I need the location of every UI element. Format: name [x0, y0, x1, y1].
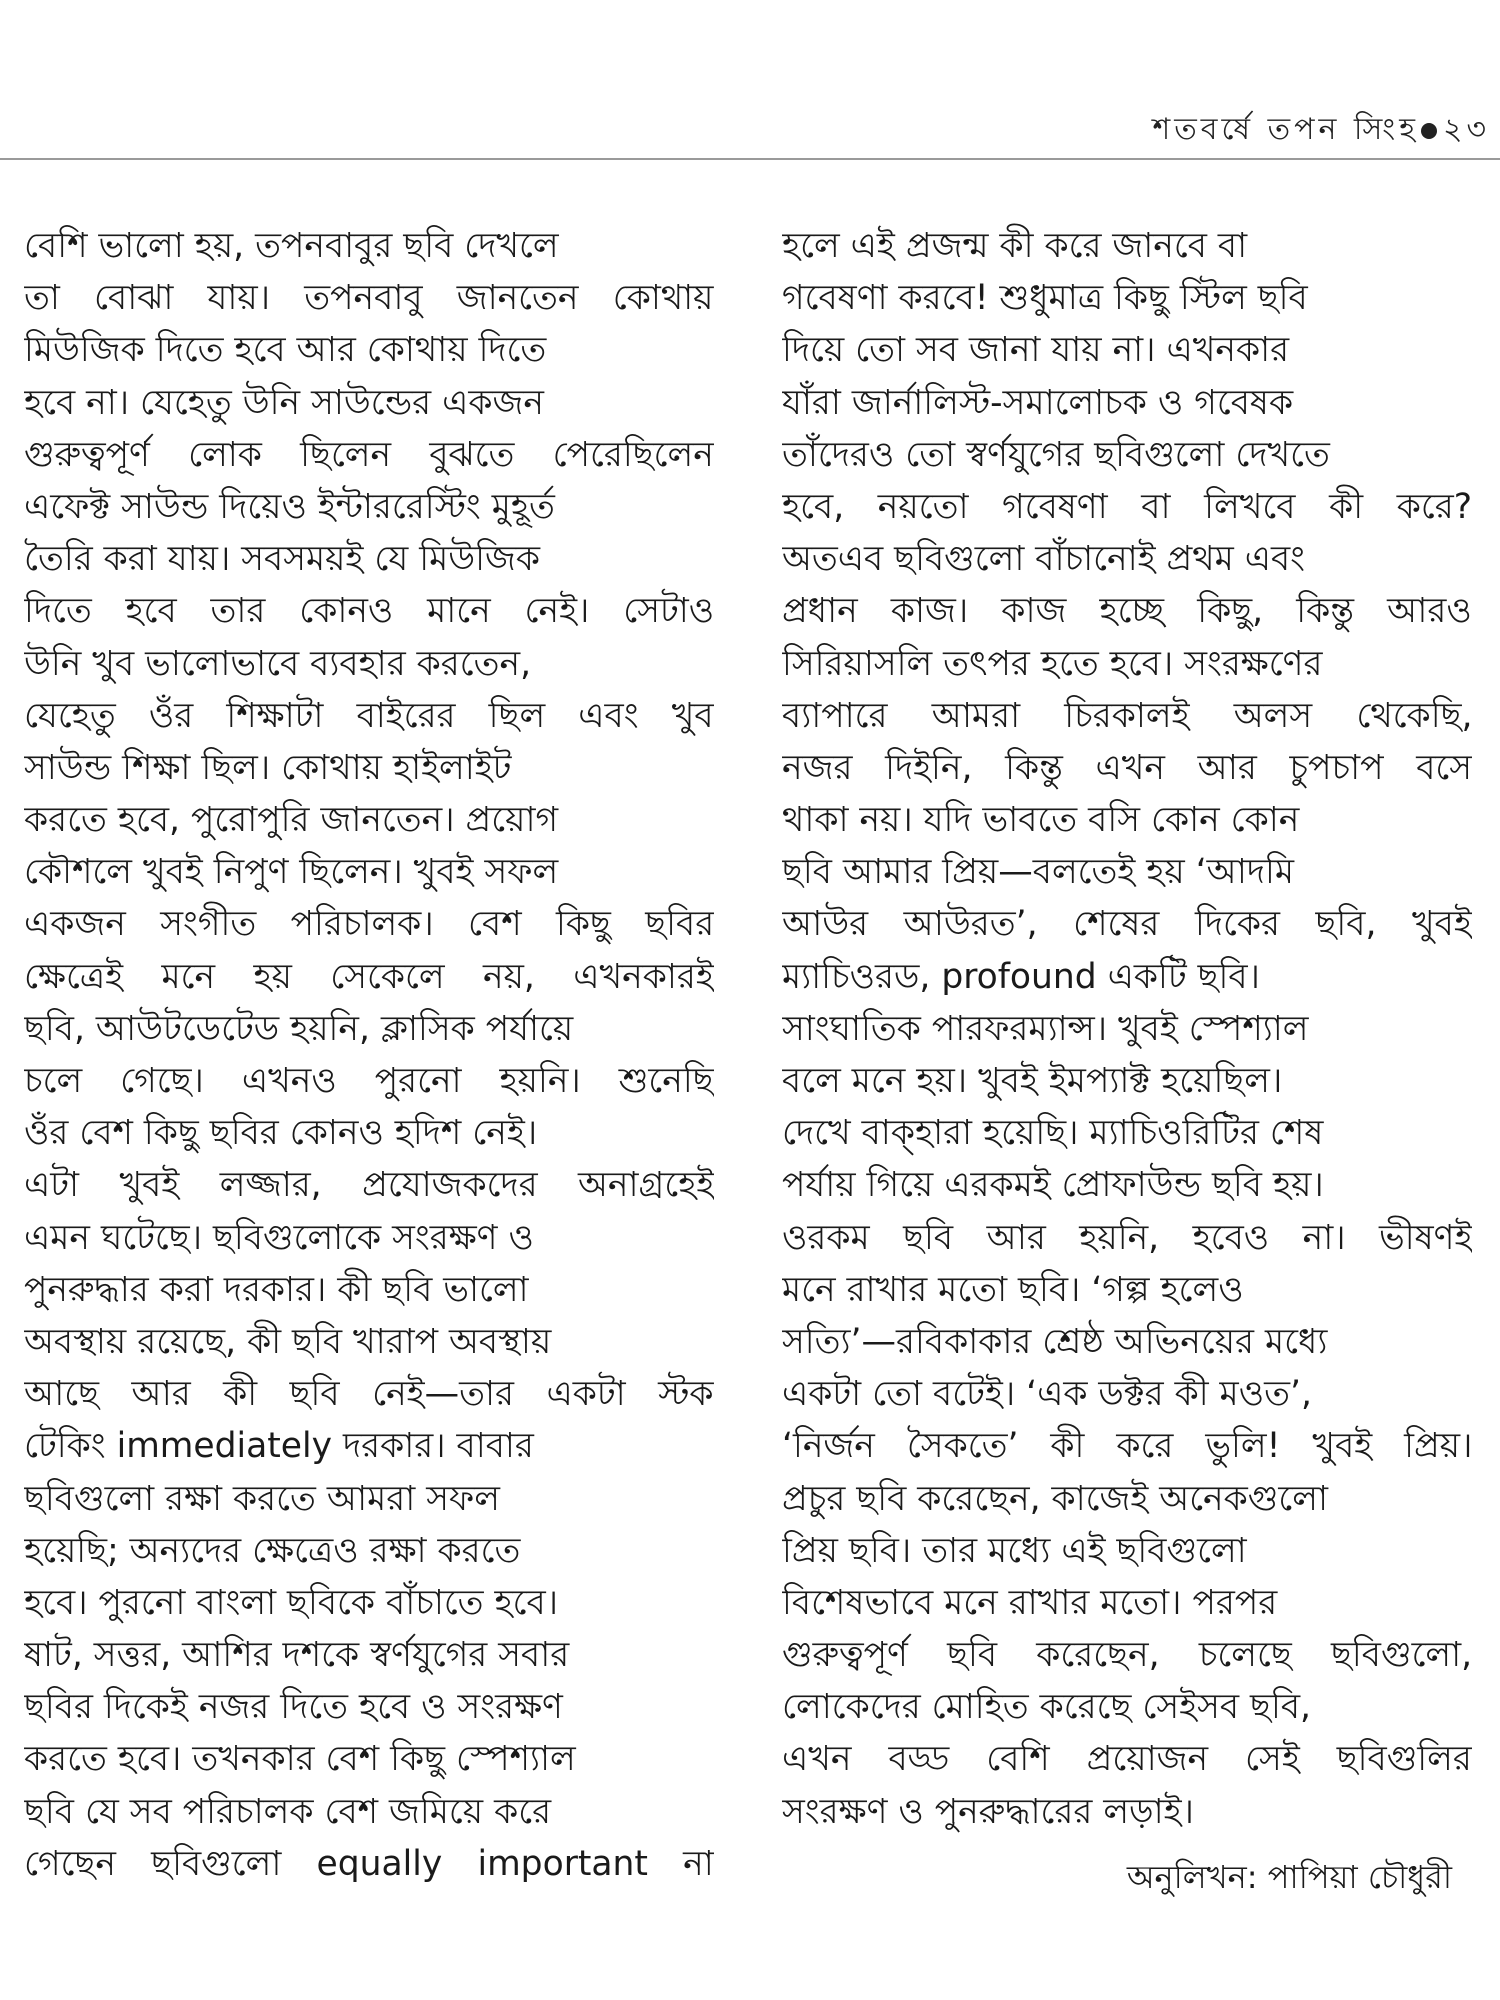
text-line: ব্যাপারে আমরা চিরকালই অলস থেকেছি,: [782, 695, 1472, 736]
text-line: অতএব ছবিগুলো বাঁচানোই প্রথম এবং: [782, 539, 1306, 580]
text-line: চলে গেছে। এখনও পুরনো হয়নি। শুনেছি: [24, 1061, 714, 1101]
text-line: ছবির দিকেই নজর দিতে হবে ও সংরক্ষণ: [24, 1687, 563, 1728]
left-column: [24, 220, 714, 1890]
text-line: করতে হবে। তখনকার বেশ কিছু স্পেশ্যাল: [24, 1739, 576, 1780]
text-line: দিয়ে তো সব জানা যায় না। এখনকার: [782, 330, 1290, 371]
right-column: [782, 220, 1472, 1838]
text-line: কৌশলে খুবই নিপুণ ছিলেন। খুবই সফল: [24, 852, 559, 893]
running-title: শতবর্ষে তপন সিংহ: [1152, 112, 1419, 147]
text-line: সংরক্ষণ ও পুনরুদ্ধারের লড়াই।: [782, 1791, 1194, 1832]
text-line: তা বোঝা যায়। তপনবাবু জানতেন কোথায়: [24, 278, 714, 319]
text-line: টেকিং immediately দরকার। বাবার: [24, 1426, 534, 1467]
text-line: অবস্থায় রয়েছে, কী ছবি খারাপ অবস্থায়: [24, 1321, 552, 1362]
text-line: ওরকম ছবি আর হয়নি, হবেও না। ভীষণই: [782, 1217, 1472, 1258]
text-line: থাকা নয়। যদি ভাবতে বসি কোন কোন: [782, 800, 1300, 841]
text-line: হলে এই প্রজন্ম কী করে জানবে বা: [782, 226, 1248, 266]
text-line: করতে হবে, পুরোপুরি জানতেন। প্রয়োগ: [24, 800, 559, 841]
text-line: ষাট, সত্তর, আশির দশকে স্বর্ণযুগের সবার: [24, 1635, 570, 1676]
text-line: মিউজিক দিতে হবে আর কোথায় দিতে: [24, 330, 547, 371]
text-line: এটা খুবই লজ্জার, প্রযোজকদের অনাগ্রহেই: [24, 1165, 714, 1206]
text-line: তাঁদেরও তো স্বর্ণযুগের ছবিগুলো দেখতে: [782, 434, 1330, 475]
text-line: সিরিয়াসলি তৎপর হতে হবে। সংরক্ষণের: [782, 643, 1323, 684]
text-line: পর্যায় গিয়ে এরকমই প্রোফাউন্ড ছবি হয়।: [782, 1165, 1324, 1206]
text-line: হয়েছি; অন্যদের ক্ষেত্রেও রক্ষা করতে: [24, 1530, 521, 1571]
text-line: মনে রাখার মতো ছবি। ‘গল্প হলেও: [782, 1269, 1244, 1310]
text-line: গবেষণা করবে! শুধুমাত্র কিছু স্টিল ছবি: [782, 278, 1308, 319]
text-line: দিতে হবে তার কোনও মানে নেই। সেটাও: [24, 591, 714, 632]
text-line: গুরুত্বপূর্ণ ছবি করেছেন, চলেছে ছবিগুলো,: [782, 1635, 1472, 1676]
text-line: নজর দিইনি, কিন্তু এখন আর চুপচাপ বসে: [782, 747, 1472, 788]
text-line: ছবি আমার প্রিয়—বলতেই হয় ‘আদমি: [782, 852, 1295, 893]
header-divider: [0, 158, 1500, 160]
text-line: দেখে বাক্‌হারা হয়েছি। ম্যাচিওরিটির শেষ: [782, 1113, 1324, 1154]
text-line: ছবি, আউটডেটেড হয়নি, ক্লাসিক পর্যায়ে: [24, 1008, 574, 1049]
bullet-icon: [1421, 123, 1437, 139]
page-number: ২৩: [1442, 112, 1490, 147]
text-line: একজন সংগীত পরিচালক। বেশ কিছু ছবির: [24, 904, 714, 945]
text-line: সাউন্ড শিক্ষা ছিল। কোথায় হাইলাইট: [24, 747, 512, 788]
text-line: গেছেন ছবিগুলো equally important না: [24, 1843, 714, 1884]
text-line: প্রচুর ছবি করেছেন, কাজেই অনেকগুলো: [782, 1478, 1328, 1519]
text-line: প্রিয় ছবি। তার মধ্যে এই ছবিগুলো: [782, 1530, 1247, 1571]
text-line: ‘নির্জন সৈকতে’ কী করে ভুলি! খুবই প্রিয়।: [782, 1426, 1472, 1467]
text-line: আউর আউরত’, শেষের দিকের ছবি, খুবই: [782, 904, 1472, 945]
text-line: ওঁর বেশ কিছু ছবির কোনও হদিশ নেই।: [24, 1113, 538, 1154]
text-line: উনি খুব ভালোভাবে ব্যবহার করতেন,: [24, 643, 532, 684]
text-line: সত্যি’—রবিকাকার শ্রেষ্ঠ অভিনয়ের মধ্যে: [782, 1321, 1328, 1362]
text-line: এফেক্ট সাউন্ড দিয়েও ইন্টাররেস্টিং মুহূর্ত: [24, 486, 555, 527]
running-header: [1153, 105, 1491, 156]
transcription-credit: অনুলিখন: পাপিয়া চৌধুরী: [1126, 1858, 1452, 1896]
text-line: ছবি যে সব পরিচালক বেশ জমিয়ে করে: [24, 1791, 552, 1832]
text-line: ক্ষেত্রেই মনে হয় সেকেলে নয়, এখনকারই: [24, 956, 714, 997]
text-line: যেহেতু ওঁর শিক্ষাটা বাইরের ছিল এবং খুব: [24, 695, 714, 736]
text-line: বেশি ভালো হয়, তপনবাবুর ছবি দেখলে: [24, 226, 559, 266]
text-line: আছে আর কী ছবি নেই—তার একটা স্টক: [24, 1374, 714, 1415]
text-line: হবে। পুরনো বাংলা ছবিকে বাঁচাতে হবে।: [24, 1582, 559, 1623]
text-line: গুরুত্বপূর্ণ লোক ছিলেন বুঝতে পেরেছিলেন: [24, 434, 714, 475]
text-line: এখন বড্ড বেশি প্রয়োজন সেই ছবিগুলির: [782, 1739, 1472, 1780]
text-line: এমন ঘটেছে। ছবিগুলোকে সংরক্ষণ ও: [24, 1217, 534, 1258]
text-line: বলে মনে হয়। খুবই ইমপ্যাক্ট হয়েছিল।: [782, 1061, 1283, 1101]
text-line: পুনরুদ্ধার করা দরকার। কী ছবি ভালো: [24, 1269, 529, 1310]
text-line: বিশেষভাবে মনে রাখার মতো। পরপর: [782, 1582, 1278, 1623]
text-line: ম্যাচিওরড, profound একটি ছবি।: [782, 956, 1260, 997]
text-line: সাংঘাতিক পারফরম্যান্স। খুবই স্পেশ্যাল: [782, 1008, 1309, 1049]
text-line: যাঁরা জার্নালিস্ট-সমালোচক ও গবেষক: [782, 382, 1294, 423]
text-line: লোকেদের মোহিত করেছে সেইসব ছবি,: [782, 1687, 1311, 1728]
text-line: একটা তো বটেই। ‘এক ডক্টর কী মওত’,: [782, 1374, 1312, 1415]
text-line: তৈরি করা যায়। সবসময়ই যে মিউজিক: [24, 539, 541, 580]
text-line: প্রধান কাজ। কাজ হচ্ছে কিছু, কিন্তু আরও: [782, 591, 1472, 632]
text-line: হবে, নয়তো গবেষণা বা লিখবে কী করে?: [782, 486, 1472, 527]
text-line: হবে না। যেহেতু উনি সাউন্ডের একজন: [24, 382, 544, 423]
text-line: ছবিগুলো রক্ষা করতে আমরা সফল: [24, 1478, 500, 1519]
